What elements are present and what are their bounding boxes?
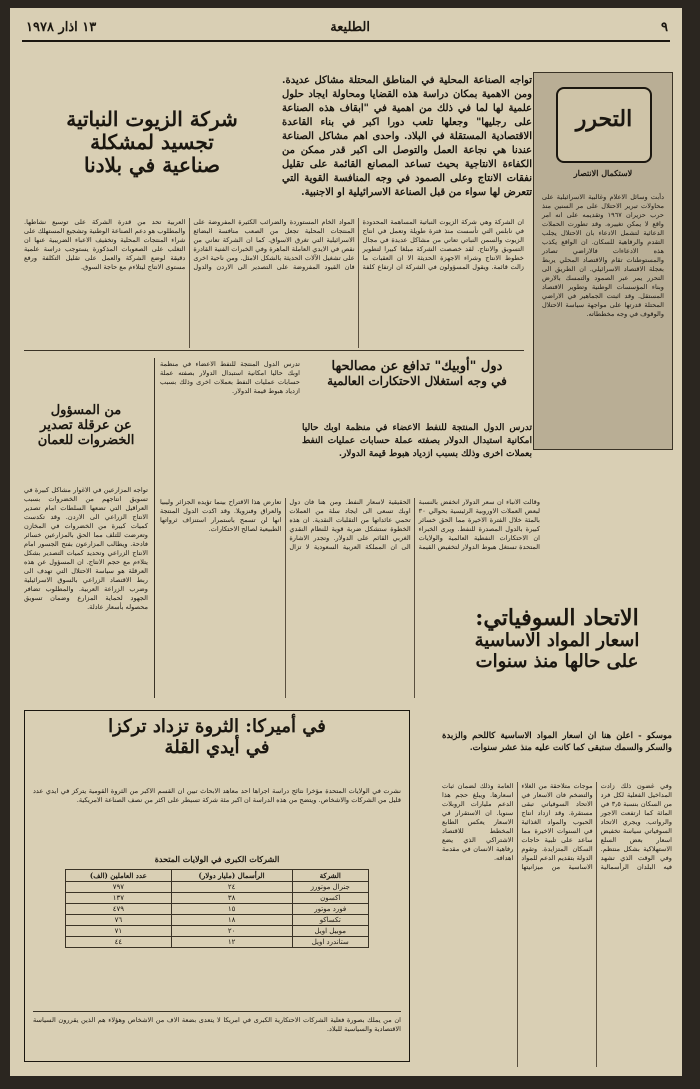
soviet-headline xyxy=(442,606,672,726)
table-cell: جنرال موتورز xyxy=(292,882,368,893)
table-row xyxy=(66,926,369,937)
opec-lead xyxy=(302,422,532,492)
sidebar-subtitle: لاستكمال الانتصار xyxy=(573,168,633,178)
table-cell: ٣٨ xyxy=(171,893,292,904)
table-cell: ٧٦ xyxy=(66,915,172,926)
opec-title-line1: دول "أوبيك" تدافع عن مصالحها xyxy=(331,359,503,374)
oil-company-body xyxy=(24,218,524,348)
america-title-line1: في أميركا: الثروة تزداد تركزا xyxy=(108,716,326,737)
table-cell: ٧١ xyxy=(66,926,172,937)
america-table xyxy=(65,869,369,948)
issue-date: ١٣ اذار ١٩٧٨ xyxy=(26,20,97,35)
newspaper-page xyxy=(10,8,682,1076)
table-cell: ٧٩٧ xyxy=(66,882,172,893)
oil-company-body-text: ان الشركة وهي شركة الزيوت النباتية المساهمة المحدودة في نابلس التي تأسست منذ فترة طويلة وتعمل في انتاج الزيوت والسمن النباتي تعاني من مشاكل عديدة في مجال التسويق والانتاج. لقد خصصت الشركة مبلغا كبيرا لتطوير خطوط الانتاج وشراء الاجهزة الحديثة الا ان العقبات ما زالت قائمة. ويقول المسؤولون في الشركة ان ارتفاع كلفة المواد الخام المستوردة والضرائب الكثيرة المفروضة على المنتجات المحلية تجعل من الصعب منافسة البضائع الاسرائيلية التي تغرق الاسواق. كما ان الشركة تعاني من نقص في الايدي العاملة الماهرة وفي الخبرات الفنية القادرة على تشغيل الآلات الحديثة بالشكل الامثل. ومن ناحية اخرى فان القيود المفروضة على التصدير الى الاردن والدول العربية تحد من قدرة الشركة على توسيع نشاطها. والمطلوب هو دعم الصناعة الوطنية وتشجيع المستهلك على شراء المنتجات المحلية وتخفيف الاعباء الضريبية عنها ان التغلب على الصعوبات المذكورة يستوجب دراسة علمية دقيقة لوضع الشركة والعمل على تقليل التكلفة ورفع مستوى الانتاج ليتلاءم مع حاجة السوق. xyxy=(24,218,524,271)
america-article-box xyxy=(24,710,410,1062)
table-cell: ١٨ xyxy=(171,915,292,926)
paper-name: الطليعة xyxy=(330,20,370,35)
table-cell: ستاندرد اويل xyxy=(292,937,368,948)
oil-company-headline xyxy=(24,108,280,212)
table-header-cell: الشركة xyxy=(292,870,368,882)
table-cell: ٤٧٩ xyxy=(66,904,172,915)
table-cell: ١٣٧ xyxy=(66,893,172,904)
opec-body-text-continued: تدرس الدول المنتجة للنفط الاعضاء في منظمة اوبك حاليا امكانية استبدال الدولار بصفته عملة حسابات عمليات النفط بعملات اخرى وذلك بسبب ازدياد هبوط قيمة الدولار. xyxy=(160,360,300,395)
america-outro-text: ان من يملك بصورة فعلية الشركات الاحتكارية الكبرى في امريكا لا يتعدى بضعة الاف من الاشخاص وهؤلاء هم الذين يقررون السياسة الاقتصادية والسياسية للبلاد. xyxy=(33,1016,401,1033)
table-header-cell: الرأسمال (مليار دولار) xyxy=(171,870,292,882)
oil-company-title-line3: صناعية في بلادنا xyxy=(83,153,221,177)
america-headline xyxy=(31,717,403,781)
table-row xyxy=(66,937,369,948)
sidebar-column xyxy=(533,72,673,450)
america-title-line2: في أيدي القلة xyxy=(164,736,270,758)
sidebar-title: التحرر xyxy=(575,106,633,132)
vegetables-title-line1: من المسؤول xyxy=(50,403,122,418)
soviet-body-text: وفي غضون ذلك زادت المداخيل الفعلية لكل فرد من السكان بنسبة ٣٫٥ في المائة كما ارتفعت الاجور والرواتب. ويجري الاتحاد السوفياتي سياسة تخفيض اسعار بعض السلع الاستهلاكية بشكل منتظم. وفي الوقت الذي تشهد فيه البلدان الرأسمالية موجات متلاحقة من الغلاء والتضخم فان الاسعار في الاتحاد السوفياتي تبقى مستقرة. وقد ازداد انتاج الحبوب والمواد الغذائية في السنوات الاخيرة مما ساعد على تلبية حاجات السكان المتزايدة. وتقوم الدولة بتقديم الدعم للمواد الاساسية من ميزانيتها العامة وذلك لضمان ثبات اسعارها. ويبلغ حجم هذا الدعم مليارات الروبلات سنويا. ان الاستقرار في الاسعار يعكس الطابع المخطط للاقتصاد الاشتراكي الذي يضع رفاهية الانسان في مقدمة اهدافه. xyxy=(442,782,672,871)
soviet-lead-text: موسكو - اعلن هنا ان اسعار المواد الاساسية كاللحم والزبدة والسكر والسمك ستبقى كما كانت عليه منذ عشر سنوات. xyxy=(442,731,672,753)
table-cell: اكسون xyxy=(292,893,368,904)
soviet-title-line3: على حالها منذ سنوات xyxy=(475,650,639,672)
table-row xyxy=(66,915,369,926)
america-table-title: الشركات الكبرى في الولايات المتحدة xyxy=(154,854,280,864)
table-cell: ٢٤ xyxy=(171,882,292,893)
sidebar-body: دأبت وسائل الاعلام وغالبية الاسرائيلية على محاولات تبرير الاحتلال على مر السنين منذ حرب حزيران ١٩٦٧ وتقديمه على انه امر واقع لا يمكن تغييره. وقد تطورت الحملات الدعائية لتشمل الادعاء بان الاحتلال يجلب التقدم والرفاهية للسكان. ان الواقع يكذب هذه الادعاءات فالاراضي تصادر والمستوطنات تقام والاقتصاد المحلي يربط بعجلة الاقتصاد الاسرائيلي. ان الطريق الى التحرر يمر عبر الصمود والتمسك بالارض وبناء المؤسسات الوطنية وتطوير الاقتصاد المستقل. وقد اثبتت الجماهير في الاراضي المحتلة قدرتها على مواجهة سياسة الاحتلال والوقوف في وجه مخططاته. xyxy=(542,193,665,318)
soviet-title-line1: الاتحاد السوفياتي: xyxy=(475,605,639,631)
table-row xyxy=(66,893,369,904)
column-rule xyxy=(154,358,155,698)
vegetables-title-line3: الخضروات للعمان xyxy=(37,432,135,448)
soviet-title-line2: اسعار المواد الاساسية xyxy=(474,630,640,652)
table-cell: ٢٠ xyxy=(171,926,292,937)
divider xyxy=(24,350,524,351)
opec-title-line2: في وجه استغلال الاحتكارات العالمية xyxy=(327,373,507,388)
table-header-cell: عدد العاملين (الف) xyxy=(66,870,172,882)
america-intro xyxy=(33,787,401,851)
oil-company-lead-text: تواجه الصناعة المحلية في المناطق المحتلة مشاكل عديدة. ومن الاهمية بمكان دراسة هذه القضايا ومحاولة ايجاد حلول علمية لها لما في ذلك من اهمية في "ابقاف هذه الصناعة على رجليها" وجعلها تلعب دورا اكبر في بناء القاعدة الاقتصادية المستقلة في البلاد. واحدى اهم مشاكل الصناعة عندنا هي نجاعة العمل والتوصل الى اكبر قدر ممكن من الكفاءة الانتاجية بحيث تساعد المصانع القائمة على تقليل نفقات الانتاج وعلى الصمود في وجه المنافسة القوية التي تتعرض لها سواء من قبل الصناعة الاسرائيلية او الاجنبية. xyxy=(282,75,532,198)
masthead xyxy=(22,18,670,42)
vegetables-body xyxy=(24,486,148,698)
table-cell: تكساكو xyxy=(292,915,368,926)
table-cell: ١٥ xyxy=(171,904,292,915)
vegetables-headline xyxy=(24,404,148,484)
page-number: ٩ xyxy=(661,20,668,35)
table-row xyxy=(66,882,369,893)
table-cell: ١٢ xyxy=(171,937,292,948)
oil-company-title-line2: تجسيد لمشكلة xyxy=(90,130,214,154)
soviet-body xyxy=(442,782,672,1067)
america-intro-text: نشرت في الولايات المتحدة مؤخرا نتائج دراسة اجراها احد معاهد الابحاث تبين ان القسم الاكبر من الثروة القومية يتركز في ايدي عدد قليل من الشركات والاشخاص. ويتضح من هذه الدراسة ان اكبر مئة شركة تسيطر على اكثر من نصف الصناعة الامريكية. xyxy=(33,787,401,804)
vegetables-title-line2: عن عرقلة تصدير xyxy=(40,417,132,433)
table-cell: فورد موتور xyxy=(292,904,368,915)
table-cell: موبيل اويل xyxy=(292,926,368,937)
opec-headline xyxy=(302,360,532,420)
opec-body-left xyxy=(160,360,300,496)
sidebar-title-badge xyxy=(556,87,652,163)
america-outro xyxy=(33,1011,401,1060)
opec-body-text: وقالت الانباء ان سعر الدولار انخفض بالنسبة لبعض العملات الاوروبية الرئيسية بحوالي ٣٠ بالمئة خلال الفترة الاخيرة مما الحق خسائر كبيرة بالدول المصدرة للنفط. ويرى الخبراء ان الاحتكارات النفطية العالمية والولايات المتحدة تستغل هبوط الدولار لتخفيض القيمة الحقيقية لاسعار النفط. ومن هنا فان دول اوبك تسعى الى ايجاد سلة من العملات تحمي عائداتها من التقلبات النقدية. ان هذه الخطوة ستشكل ضربة قوية للنظام النقدي الغربي القائم على الدولار. وتجدر الاشارة الى ان المملكة العربية السعودية لا تزال تعارض هذا الاقتراح بينما تؤيده الجزائر وليبيا والعراق وفنزويلا. وقد اكدت الدول المنتجة انها لن تسمح باستمرار استنزاف ثرواتها الطبيعية لصالح الاحتكارات. xyxy=(160,498,540,551)
table-cell: ٤٤ xyxy=(66,937,172,948)
table-row xyxy=(66,904,369,915)
oil-company-title-line1: شركة الزيوت النباتية xyxy=(66,107,238,131)
soviet-lead xyxy=(442,730,672,778)
vegetables-body-text: تواجه المزارعين في الاغوار مشاكل كبيرة في تسويق انتاجهم من الخضروات بسبب العراقيل التي تضعها السلطات امام تصدير الانتاج الزراعي الى الاردن. وقد تكدست كميات كبيرة من الخضروات في المخازن وتعرضت للتلف مما الحق بالمزارعين خسائر فادحة. ويطالب المزارعون بفتح الجسور امام الانتاج الزراعي وتحديد كميات التصدير بشكل يتلاءم مع حجم الانتاج. ان المسؤول عن هذه العرقلة هو سياسة الاحتلال التي تهدف الى ربط الاقتصاد الزراعي بالسوق الاسرائيلية وضرب الزراعة العربية. والمطلوب تضافر الجهود لحماية المزارع وضمان تسويق محصوله بأسعار عادلة. xyxy=(24,486,148,611)
opec-lead-text: تدرس الدول المنتجة للنفط الاعضاء في منظمة اوبك حاليا امكانية استبدال الدولار بصفته عملة حسابات عمليات النفط بعملات اخرى وذلك بسبب ازدياد هبوط قيمة الدولار. xyxy=(302,423,532,459)
